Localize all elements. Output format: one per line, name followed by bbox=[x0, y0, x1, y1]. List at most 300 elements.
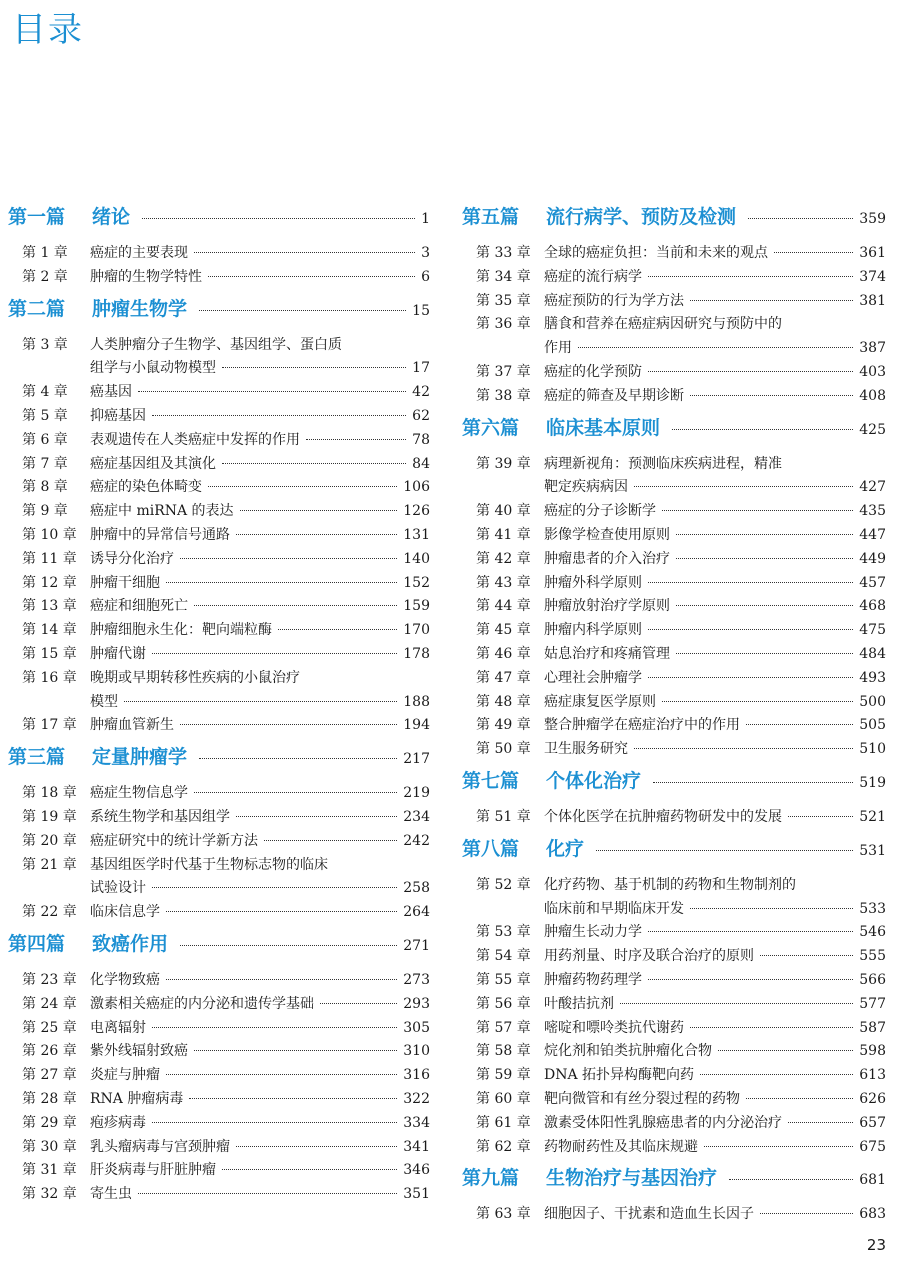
chapter-number: 第 49 章 bbox=[476, 717, 531, 734]
chapter-number: 第 18 章 bbox=[22, 785, 77, 802]
part-title: 临床基本原则 bbox=[546, 416, 661, 439]
chapter-page: 521 bbox=[859, 808, 886, 825]
chapter-page: 188 bbox=[403, 693, 430, 710]
part-title: 生物治疗与基因治疗 bbox=[546, 1167, 718, 1190]
chapter-body bbox=[544, 242, 886, 266]
dot-leader bbox=[142, 218, 415, 219]
chapter-line bbox=[544, 738, 886, 762]
dot-leader bbox=[648, 276, 853, 277]
chapter-title: 癌基因 bbox=[90, 384, 132, 401]
chapter-entry[interactable] bbox=[462, 595, 888, 619]
chapter-body bbox=[544, 714, 886, 738]
chapter-entry[interactable] bbox=[462, 1017, 888, 1041]
dot-leader bbox=[166, 1074, 397, 1075]
part-heading[interactable] bbox=[8, 929, 432, 959]
chapter-title: 癌症的筛查及早期诊断 bbox=[544, 387, 684, 404]
chapter-entry[interactable] bbox=[8, 1136, 432, 1160]
dot-leader bbox=[152, 1122, 397, 1123]
chapter-entry[interactable] bbox=[462, 524, 888, 548]
chapter-number: 第 23 章 bbox=[22, 971, 77, 988]
chapter-body bbox=[90, 524, 430, 548]
chapter-line bbox=[544, 806, 886, 830]
chapter-body bbox=[544, 385, 886, 409]
dot-leader bbox=[166, 582, 397, 583]
chapter-number: 第 39 章 bbox=[476, 455, 531, 472]
chapter-number: 第 9 章 bbox=[22, 503, 68, 520]
chapter-entry[interactable] bbox=[462, 385, 888, 409]
chapter-line bbox=[544, 619, 886, 643]
chapter-page: 475 bbox=[859, 622, 886, 639]
chapter-entry[interactable] bbox=[8, 548, 432, 572]
chapter-title: 肿瘤内科学原则 bbox=[544, 622, 642, 639]
chapter-number: 第 27 章 bbox=[22, 1067, 77, 1084]
chapter-line bbox=[544, 266, 886, 290]
chapter-line bbox=[90, 1136, 430, 1160]
chapter-entry[interactable] bbox=[8, 993, 432, 1017]
dot-leader bbox=[718, 1050, 853, 1051]
chapter-entry[interactable] bbox=[462, 1040, 888, 1064]
chapter-body bbox=[90, 334, 430, 382]
dot-leader bbox=[676, 653, 853, 654]
chapter-number: 第 42 章 bbox=[476, 550, 531, 567]
chapter-title: 癌症的主要表现 bbox=[90, 245, 188, 261]
chapter-entry[interactable] bbox=[8, 381, 432, 405]
chapter-number: 第 1 章 bbox=[22, 245, 68, 261]
chapter-line bbox=[544, 1040, 886, 1064]
part-heading[interactable] bbox=[462, 834, 888, 864]
chapter-page: 505 bbox=[859, 717, 886, 734]
chapter-entry[interactable] bbox=[462, 969, 888, 993]
chapter-body bbox=[90, 993, 430, 1017]
chapter-page: 351 bbox=[403, 1186, 430, 1203]
chapter-entry[interactable] bbox=[462, 361, 888, 385]
chapter-number: 第 15 章 bbox=[22, 645, 77, 662]
dot-leader bbox=[222, 367, 406, 368]
chapter-title: 肿瘤放射治疗学原则 bbox=[544, 598, 670, 615]
chapter-line bbox=[90, 691, 430, 715]
chapter-body bbox=[90, 1088, 430, 1112]
chapter-entry[interactable] bbox=[8, 619, 432, 643]
chapter-entry[interactable] bbox=[8, 405, 432, 429]
chapter-entry[interactable] bbox=[8, 334, 432, 382]
chapter-number: 第 55 章 bbox=[476, 971, 531, 988]
chapter-body bbox=[544, 993, 886, 1017]
chapter-entry[interactable] bbox=[8, 830, 432, 854]
chapter-entry[interactable] bbox=[462, 643, 888, 667]
chapter-title: 临床前和早期临床开发 bbox=[544, 900, 684, 917]
chapter-line bbox=[90, 806, 430, 830]
chapter-title: 靶定疾病病因 bbox=[544, 479, 628, 496]
dot-leader bbox=[690, 300, 853, 301]
part-page: 425 bbox=[859, 421, 886, 438]
chapter-entry[interactable] bbox=[8, 572, 432, 596]
chapter-body bbox=[544, 691, 886, 715]
chapter-entry[interactable] bbox=[8, 854, 432, 902]
chapter-number: 第 50 章 bbox=[476, 741, 531, 758]
chapter-title: 系统生物学和基因组学 bbox=[90, 808, 230, 825]
dot-leader bbox=[648, 677, 853, 678]
chapter-line bbox=[544, 1112, 886, 1136]
chapter-number: 第 41 章 bbox=[476, 526, 531, 543]
chapter-line bbox=[90, 548, 430, 572]
part-number: 第五篇 bbox=[462, 206, 520, 228]
chapter-title: 肿瘤血管新生 bbox=[90, 717, 174, 734]
chapter-body bbox=[90, 969, 430, 993]
chapter-title: 癌症研究中的统计学新方法 bbox=[90, 832, 258, 849]
chapter-entry[interactable] bbox=[462, 242, 888, 266]
chapter-number: 第 12 章 bbox=[22, 574, 77, 591]
chapter-number: 第 35 章 bbox=[476, 292, 531, 309]
chapter-entry[interactable] bbox=[8, 1112, 432, 1136]
chapter-entry[interactable] bbox=[462, 266, 888, 290]
chapter-title: 病理新视角：预测临床疾病进程，精准 bbox=[544, 455, 782, 472]
chapter-number: 第 29 章 bbox=[22, 1114, 77, 1131]
dot-leader bbox=[648, 371, 853, 372]
chapter-entry[interactable] bbox=[8, 500, 432, 524]
chapter-body bbox=[90, 619, 430, 643]
chapter-page: 3 bbox=[421, 245, 430, 261]
chapter-body bbox=[544, 874, 886, 922]
chapter-body bbox=[90, 242, 430, 266]
chapter-page: 194 bbox=[403, 717, 430, 734]
chapter-entry[interactable] bbox=[462, 1064, 888, 1088]
toc-right-column bbox=[462, 198, 888, 1227]
chapter-body bbox=[90, 266, 430, 290]
chapter-title: DNA 拓扑异构酶靶向药 bbox=[544, 1067, 695, 1084]
chapter-page: 683 bbox=[859, 1206, 886, 1223]
chapter-line bbox=[90, 901, 430, 925]
chapter-title: 人类肿瘤分子生物学、基因组学、蛋白质 bbox=[90, 336, 342, 353]
dot-leader bbox=[746, 724, 853, 725]
dot-leader bbox=[166, 911, 397, 912]
chapter-entry[interactable] bbox=[462, 453, 888, 501]
chapter-title: 药物耐药性及其临床规避 bbox=[544, 1138, 698, 1155]
chapter-page: 500 bbox=[859, 693, 886, 710]
chapter-page: 408 bbox=[859, 387, 886, 404]
dot-leader bbox=[152, 1027, 397, 1028]
chapter-page: 427 bbox=[859, 479, 886, 496]
chapter-body bbox=[90, 476, 430, 500]
dot-leader bbox=[760, 1213, 853, 1214]
dot-leader bbox=[634, 486, 853, 487]
chapter-line bbox=[544, 242, 886, 266]
dot-leader bbox=[690, 395, 853, 396]
chapter-number: 第 5 章 bbox=[22, 407, 68, 424]
chapter-title: 烷化剂和铂类抗肿瘤化合物 bbox=[544, 1043, 712, 1060]
chapter-entry[interactable] bbox=[8, 969, 432, 993]
chapter-entry[interactable] bbox=[8, 453, 432, 477]
chapter-title: 晚期或早期转移性疾病的小鼠治疗 bbox=[90, 669, 300, 686]
chapter-page: 555 bbox=[859, 948, 886, 965]
chapter-entry[interactable] bbox=[462, 619, 888, 643]
chapter-title: 乳头瘤病毒与宫颈肿瘤 bbox=[90, 1138, 230, 1155]
chapter-body bbox=[544, 500, 886, 524]
chapter-entry[interactable] bbox=[462, 1088, 888, 1112]
chapter-entry[interactable] bbox=[8, 1064, 432, 1088]
chapter-line bbox=[90, 1159, 430, 1183]
chapter-number: 第 21 章 bbox=[22, 856, 77, 873]
part-heading[interactable] bbox=[462, 1163, 888, 1193]
chapter-line bbox=[544, 969, 886, 993]
chapter-number: 第 3 章 bbox=[22, 336, 68, 353]
chapter-line bbox=[544, 548, 886, 572]
chapter-line bbox=[90, 429, 430, 453]
chapter-title: 肿瘤代谢 bbox=[90, 645, 146, 662]
dot-leader bbox=[700, 1074, 853, 1075]
chapter-title: 激素受体阳性乳腺癌患者的内分泌治疗 bbox=[544, 1114, 782, 1131]
chapter-entry[interactable] bbox=[8, 429, 432, 453]
chapter-number: 第 61 章 bbox=[476, 1114, 531, 1131]
chapter-page: 42 bbox=[412, 384, 430, 401]
chapter-body bbox=[90, 1183, 430, 1207]
part-title: 化疗 bbox=[546, 837, 585, 860]
part-heading[interactable] bbox=[8, 742, 432, 772]
chapter-title: 姑息治疗和疼痛管理 bbox=[544, 645, 670, 662]
chapter-body bbox=[90, 830, 430, 854]
chapter-entry[interactable] bbox=[8, 782, 432, 806]
chapter-body bbox=[544, 1088, 886, 1112]
chapter-number: 第 2 章 bbox=[22, 268, 68, 285]
chapter-page: 126 bbox=[403, 503, 430, 520]
chapter-title: 肝炎病毒与肝脏肿瘤 bbox=[90, 1162, 216, 1179]
chapter-line bbox=[544, 524, 886, 548]
dot-leader bbox=[672, 429, 853, 430]
chapter-entry[interactable] bbox=[8, 266, 432, 290]
chapter-title: 癌症和细胞死亡 bbox=[90, 598, 188, 615]
chapter-page: 17 bbox=[412, 360, 430, 377]
dot-leader bbox=[152, 653, 397, 654]
chapter-body bbox=[90, 1064, 430, 1088]
chapter-page: 341 bbox=[403, 1138, 430, 1155]
chapter-body bbox=[544, 643, 886, 667]
chapter-number: 第 53 章 bbox=[476, 924, 531, 941]
chapter-body bbox=[544, 361, 886, 385]
chapter-title: 细胞因子、干扰素和造血生长因子 bbox=[544, 1206, 754, 1223]
dot-leader bbox=[199, 310, 406, 311]
chapter-title: 肿瘤细胞永生化：靶向端粒酶 bbox=[90, 622, 272, 639]
part-number: 第九篇 bbox=[462, 1167, 520, 1190]
chapter-body bbox=[544, 1112, 886, 1136]
chapter-line bbox=[90, 830, 430, 854]
chapter-line bbox=[544, 361, 886, 385]
part-heading[interactable] bbox=[462, 766, 888, 796]
chapter-number: 第 63 章 bbox=[476, 1206, 531, 1223]
chapter-entry[interactable] bbox=[8, 1183, 432, 1207]
chapter-entry[interactable] bbox=[462, 313, 888, 361]
dot-leader bbox=[264, 840, 397, 841]
chapter-entry[interactable] bbox=[462, 945, 888, 969]
chapter-page: 449 bbox=[859, 550, 886, 567]
chapter-page: 587 bbox=[859, 1019, 886, 1036]
chapter-title: 组学与小鼠动物模型 bbox=[90, 360, 216, 377]
chapter-line bbox=[90, 500, 430, 524]
chapter-line bbox=[90, 381, 430, 405]
chapter-entry[interactable] bbox=[8, 1088, 432, 1112]
chapter-title: 肿瘤生长动力学 bbox=[544, 924, 642, 941]
chapter-page: 613 bbox=[859, 1067, 886, 1084]
chapter-title: 表观遗传在人类癌症中发挥的作用 bbox=[90, 431, 300, 448]
dot-leader bbox=[774, 252, 853, 253]
chapter-page: 435 bbox=[859, 503, 886, 520]
chapter-entry[interactable] bbox=[8, 714, 432, 738]
chapter-page: 346 bbox=[403, 1162, 430, 1179]
chapter-page: 577 bbox=[859, 995, 886, 1012]
chapter-number: 第 11 章 bbox=[22, 550, 77, 567]
chapter-number: 第 20 章 bbox=[22, 832, 77, 849]
chapter-number: 第 40 章 bbox=[476, 503, 531, 520]
chapter-entry[interactable] bbox=[8, 1159, 432, 1183]
dot-leader bbox=[676, 558, 853, 559]
chapter-line bbox=[90, 714, 430, 738]
chapter-body bbox=[90, 429, 430, 453]
dot-leader bbox=[596, 850, 853, 851]
chapter-body bbox=[90, 643, 430, 667]
chapter-number: 第 31 章 bbox=[22, 1162, 77, 1179]
dot-leader bbox=[138, 1193, 397, 1194]
dot-leader bbox=[788, 1122, 853, 1123]
chapter-title: 癌症预防的行为学方法 bbox=[544, 292, 684, 309]
chapter-entry[interactable] bbox=[462, 738, 888, 762]
chapter-entry[interactable] bbox=[8, 595, 432, 619]
dot-leader bbox=[690, 908, 853, 909]
chapter-line bbox=[90, 334, 430, 358]
chapter-entry[interactable] bbox=[462, 1203, 888, 1227]
chapter-page: 510 bbox=[859, 741, 886, 758]
chapter-body bbox=[544, 1040, 886, 1064]
chapter-entry[interactable] bbox=[462, 500, 888, 524]
chapter-line bbox=[544, 691, 886, 715]
chapter-number: 第 45 章 bbox=[476, 622, 531, 639]
part-page: 519 bbox=[859, 774, 886, 791]
dot-leader bbox=[648, 582, 853, 583]
chapter-entry[interactable] bbox=[8, 643, 432, 667]
chapter-entry[interactable] bbox=[8, 901, 432, 925]
chapter-body bbox=[544, 524, 886, 548]
chapter-entry[interactable] bbox=[8, 242, 432, 266]
chapter-entry[interactable] bbox=[462, 667, 888, 691]
chapter-body bbox=[90, 1017, 430, 1041]
chapter-title: 个体化医学在抗肿瘤药物研发中的发展 bbox=[544, 808, 782, 825]
chapter-title: 电离辐射 bbox=[90, 1019, 146, 1036]
chapter-page: 566 bbox=[859, 971, 886, 988]
chapter-body bbox=[544, 738, 886, 762]
chapter-line bbox=[544, 337, 886, 361]
chapter-entry[interactable] bbox=[8, 1017, 432, 1041]
chapter-number: 第 58 章 bbox=[476, 1043, 531, 1060]
chapter-title: 癌症基因组及其演化 bbox=[90, 455, 216, 472]
chapter-page: 626 bbox=[859, 1090, 886, 1107]
chapter-number: 第 25 章 bbox=[22, 1019, 77, 1036]
part-heading[interactable] bbox=[462, 413, 888, 443]
chapter-entry[interactable] bbox=[462, 572, 888, 596]
chapter-number: 第 46 章 bbox=[476, 645, 531, 662]
chapter-line bbox=[90, 1040, 430, 1064]
chapter-line bbox=[90, 524, 430, 548]
chapter-page: 170 bbox=[403, 622, 430, 639]
chapter-title: 化学物致癌 bbox=[90, 971, 160, 988]
chapter-number: 第 6 章 bbox=[22, 431, 68, 448]
chapter-page: 533 bbox=[859, 900, 886, 917]
chapter-line bbox=[544, 1203, 886, 1227]
chapter-page: 62 bbox=[412, 407, 430, 424]
chapter-page: 140 bbox=[403, 550, 430, 567]
dot-leader bbox=[748, 218, 853, 219]
chapter-entry[interactable] bbox=[462, 1136, 888, 1160]
chapter-title: 作用 bbox=[544, 340, 572, 357]
chapter-title: 临床信息学 bbox=[90, 904, 160, 921]
chapter-body bbox=[544, 453, 886, 501]
chapter-number: 第 38 章 bbox=[476, 387, 531, 404]
chapter-entry[interactable] bbox=[462, 874, 888, 922]
chapter-entry[interactable] bbox=[8, 806, 432, 830]
chapter-body bbox=[544, 1017, 886, 1041]
chapter-line bbox=[90, 1183, 430, 1207]
part-heading[interactable] bbox=[462, 202, 888, 232]
chapter-page: 310 bbox=[403, 1043, 430, 1060]
dot-leader bbox=[189, 1098, 397, 1099]
chapter-line bbox=[544, 874, 886, 898]
chapter-entry[interactable] bbox=[462, 806, 888, 830]
chapter-page: 468 bbox=[859, 598, 886, 615]
chapter-entry[interactable] bbox=[462, 993, 888, 1017]
dot-leader bbox=[746, 1098, 853, 1099]
chapter-number: 第 24 章 bbox=[22, 995, 77, 1012]
chapter-page: 258 bbox=[403, 880, 430, 897]
part-title: 定量肿瘤学 bbox=[92, 746, 188, 769]
chapter-line bbox=[544, 643, 886, 667]
dot-leader bbox=[138, 391, 406, 392]
chapter-number: 第 16 章 bbox=[22, 669, 77, 686]
chapter-entry[interactable] bbox=[462, 1112, 888, 1136]
chapter-page: 657 bbox=[859, 1114, 886, 1131]
part-title: 肿瘤生物学 bbox=[92, 297, 188, 320]
chapter-body bbox=[90, 572, 430, 596]
chapter-body bbox=[90, 667, 430, 715]
chapter-body bbox=[544, 619, 886, 643]
chapter-entry[interactable] bbox=[462, 921, 888, 945]
chapter-entry[interactable] bbox=[462, 714, 888, 738]
chapter-body bbox=[544, 921, 886, 945]
chapter-page: 178 bbox=[403, 645, 430, 662]
chapter-title: 寄生虫 bbox=[90, 1186, 132, 1203]
chapter-number: 第 28 章 bbox=[22, 1090, 77, 1107]
dot-leader bbox=[662, 510, 853, 511]
dot-leader bbox=[278, 629, 397, 630]
chapter-body bbox=[544, 572, 886, 596]
chapter-title: 嘧啶和嘌呤类抗代谢药 bbox=[544, 1019, 684, 1036]
chapter-page: 334 bbox=[403, 1114, 430, 1131]
chapter-entry[interactable] bbox=[8, 476, 432, 500]
dot-leader bbox=[180, 558, 397, 559]
chapter-entry[interactable] bbox=[462, 548, 888, 572]
chapter-body bbox=[544, 945, 886, 969]
chapter-entry[interactable] bbox=[462, 290, 888, 314]
chapter-entry[interactable] bbox=[8, 524, 432, 548]
chapter-number: 第 54 章 bbox=[476, 948, 531, 965]
part-heading[interactable] bbox=[8, 294, 432, 324]
chapter-number: 第 60 章 bbox=[476, 1090, 531, 1107]
dot-leader bbox=[236, 1146, 397, 1147]
chapter-entry[interactable] bbox=[8, 667, 432, 715]
chapter-entry[interactable] bbox=[8, 1040, 432, 1064]
chapter-title: 用药剂量、时序及联合治疗的原则 bbox=[544, 948, 754, 965]
chapter-entry[interactable] bbox=[462, 691, 888, 715]
dot-leader bbox=[788, 816, 853, 817]
part-page: 681 bbox=[859, 1172, 886, 1189]
chapter-number: 第 33 章 bbox=[476, 245, 531, 261]
part-heading[interactable] bbox=[8, 202, 432, 232]
chapter-line bbox=[544, 993, 886, 1017]
